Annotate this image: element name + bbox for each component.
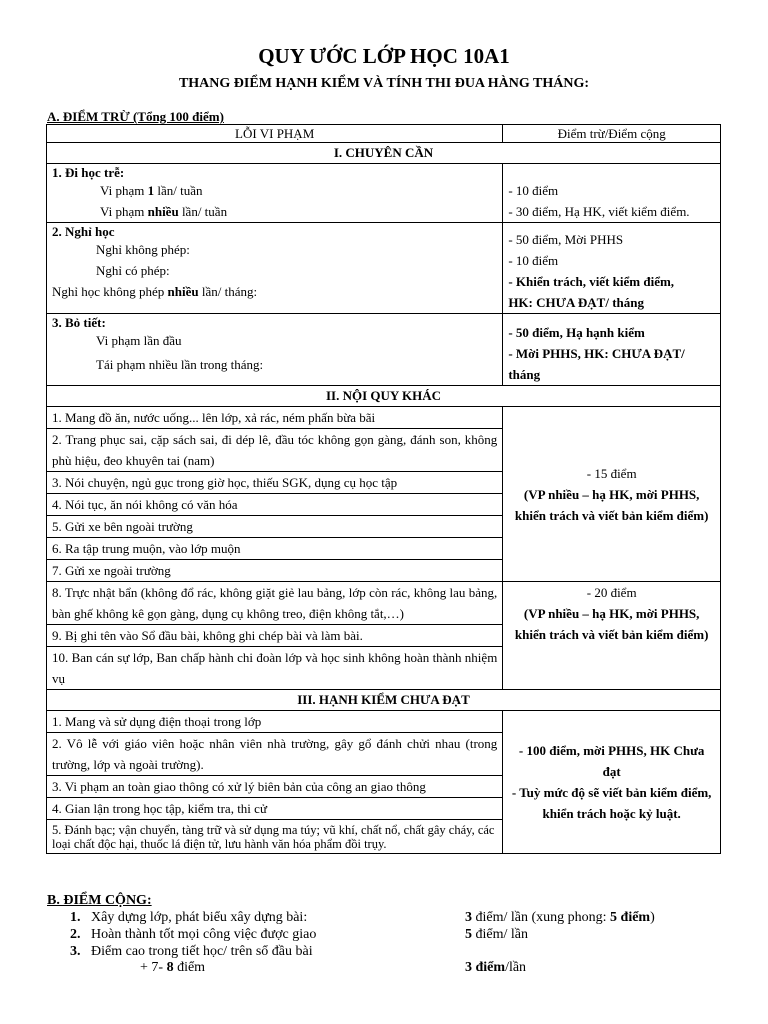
- table-row: [47, 711, 721, 733]
- penalty-cell: [503, 407, 721, 582]
- violation-cell: 5. Đánh bạc; vận chuyển, tàng trữ và sử dụng ma túy; vũ khí, chất nổ, chất gây cháy, các loại chất độc hại, thuốc lá điện tử, lưu hành văn hóa phẩm đồi trụy.: [47, 820, 503, 854]
- violation-cell: 5. Gửi xe bên ngoài trường: [47, 516, 503, 538]
- text: 1: [147, 183, 155, 198]
- section-row: [47, 386, 721, 407]
- points-line: - 50 điểm, Mời PHHS: [508, 232, 624, 247]
- section-title-other-rules: II. NỘI QUY KHÁC: [47, 386, 721, 407]
- penalty-text: (VP nhiều – hạ HK, mời PHHS, khiển trách và viết bản kiểm điểm): [514, 486, 709, 523]
- page-subtitle: THANG ĐIỂM HẠNH KIỂM VÀ TÍNH THI ĐUA HÀNG THÁNG:: [178, 76, 590, 91]
- item-number: 2.: [70, 927, 81, 942]
- violation-line: Nghỉ không phép:: [96, 242, 190, 257]
- table-row: [47, 314, 721, 386]
- points-cell: [503, 223, 721, 314]
- text: lần/ tuần: [154, 183, 203, 198]
- text: Nghỉ học không phép: [52, 284, 168, 299]
- points-line: - Mời PHHS, HK: CHƯA ĐẠT/: [508, 346, 685, 361]
- violation-cell: [47, 314, 503, 386]
- violation-line: [52, 180, 497, 201]
- violation-cell: 6. Ra tập trung muộn, vào lớp muộn: [47, 538, 503, 560]
- penalty-cell: [503, 711, 721, 854]
- text: 3: [465, 910, 472, 925]
- rules-table: [46, 124, 721, 854]
- bonus-text: Điểm cao trong tiết học/ trên sổ đầu bài: [91, 944, 313, 959]
- column-header-points: Điểm trừ/Điểm cộng: [503, 125, 721, 143]
- violation-cell: 3. Vi phạm an toàn giao thông có xử lý biên bản của công an giao thông: [47, 776, 503, 798]
- penalty-text: - 20 điểm: [586, 585, 637, 600]
- violation-cell: 9. Bị ghi tên vào Sổ đầu bài, không ghi chép bài và làm bài.: [47, 625, 503, 647]
- text: + 7-: [140, 960, 167, 975]
- text: nhiều: [147, 204, 179, 219]
- points-line: - 10 điểm: [508, 253, 559, 268]
- section-row: [47, 690, 721, 711]
- text: ): [650, 910, 655, 925]
- section-b-heading: B. ĐIỂM CỘNG:: [47, 893, 152, 908]
- violation-cell: [47, 223, 503, 314]
- bonus-subitem: [140, 960, 205, 976]
- bonus-item: [70, 944, 313, 960]
- section-row: [47, 143, 721, 164]
- violation-cell: 1. Mang đồ ăn, nước uống... lên lớp, xả rác, ném phấn bừa bãi: [47, 407, 503, 429]
- table-row: [47, 582, 721, 625]
- section-a-heading: A. ĐIỂM TRỪ (Tổng 100 điểm): [47, 109, 224, 124]
- page-title: QUY ƯỚC LỚP HỌC 10A1: [258, 44, 510, 68]
- points-line: - 10 điểm: [508, 183, 559, 198]
- text: lần/ tuần: [178, 204, 228, 219]
- bonus-value: [465, 960, 526, 976]
- violation-line: [52, 201, 497, 222]
- text: 5 điểm: [610, 910, 651, 925]
- column-header-violation: LỖI VI PHẠM: [47, 125, 503, 143]
- points-line: - 50 điểm, Hạ hạnh kiểm: [508, 325, 645, 340]
- points-line: tháng: [508, 367, 541, 382]
- points-line: - 30 điểm, Hạ HK, viết kiểm điểm.: [508, 204, 690, 219]
- section-title-attendance: I. CHUYÊN CẦN: [47, 143, 721, 164]
- text: điểm/ lần: [472, 927, 528, 942]
- text: Vi phạm: [100, 204, 148, 219]
- bonus-text: Hoàn thành tốt mọi công việc được giao: [91, 927, 317, 942]
- penalty-text: - 15 điểm: [586, 465, 637, 481]
- text: 5: [465, 927, 472, 942]
- item-number: 3.: [70, 944, 81, 959]
- points-cell: [503, 164, 721, 223]
- section-title-conduct: III. HẠNH KIỂM CHƯA ĐẠT: [47, 690, 721, 711]
- points-cell: [503, 314, 721, 386]
- bonus-item: [70, 927, 316, 943]
- text: 8: [166, 960, 174, 975]
- table-row: [47, 407, 721, 429]
- penalty-text: - 100 điểm, mời PHHS, HK Chưa đạt: [518, 743, 705, 779]
- text: nhiều: [167, 284, 199, 299]
- text: Vi phạm: [100, 183, 148, 198]
- row-heading: 1. Đi học trễ:: [52, 165, 125, 180]
- bonus-item: [70, 910, 307, 926]
- bonus-value: [465, 910, 655, 926]
- text: 3 điểm: [465, 960, 506, 975]
- violation-cell: 2. Vô lễ với giáo viên hoặc nhân viên nhà trường, gây gổ đánh chửi nhau (trong trường, lớp và ngoài trường).: [47, 733, 503, 776]
- violation-cell: 1. Mang và sử dụng điện thoại trong lớp: [47, 711, 503, 733]
- item-number: 1.: [70, 910, 81, 925]
- penalty-cell: [503, 582, 721, 690]
- violation-line: Nghỉ có phép:: [96, 263, 170, 278]
- violation-line: Tái phạm nhiều lần trong tháng:: [96, 357, 264, 372]
- row-heading: 3. Bỏ tiết:: [52, 315, 106, 330]
- text: điểm/ lần (xung phong:: [472, 910, 611, 925]
- violation-cell: 2. Trang phục sai, cặp sách sai, đi dép lê, đầu tóc không gọn gàng, đánh son, không phù hiệu, đeo khuyên tai (nam): [47, 429, 503, 472]
- violation-cell: 4. Nói tục, ăn nói không có văn hóa: [47, 494, 503, 516]
- table-header-row: [47, 125, 721, 143]
- text: /lần: [505, 960, 527, 975]
- penalty-text: (VP nhiều – hạ HK, mời PHHS, khiển trách và viết bản kiểm điểm): [514, 606, 709, 642]
- bonus-value: [465, 927, 528, 943]
- violation-cell: 7. Gửi xe ngoài trường: [47, 560, 503, 582]
- violation-cell: 4. Gian lận trong học tập, kiểm tra, thi cử: [47, 798, 503, 820]
- table-row: [47, 164, 721, 223]
- bonus-text: Xây dựng lớp, phát biểu xây dựng bài:: [91, 910, 308, 925]
- points-line: HK: CHƯA ĐẠT/ tháng: [508, 295, 644, 310]
- table-row: [47, 223, 721, 314]
- row-heading: 2. Nghỉ học: [52, 224, 115, 239]
- violation-cell: 8. Trực nhật bẩn (không đổ rác, không giặt giẻ lau bảng, lớp còn rác, không lau bảng, bàn ghế không kê gọn gàng, dụng cụ không treo, điện không tắt,…): [47, 582, 503, 625]
- violation-line: [52, 281, 497, 302]
- violation-cell: 10. Ban cán sự lớp, Ban chấp hành chi đoàn lớp và học sinh không hoàn thành nhiệm vụ: [47, 647, 503, 690]
- violation-cell: [47, 164, 503, 223]
- violation-line: Vi phạm lần đầu: [96, 333, 182, 348]
- penalty-text: - Tuỳ mức độ sẽ viết bản kiểm điểm, khiển trách hoặc kỷ luật.: [511, 785, 712, 821]
- text: lần/ tháng:: [198, 284, 258, 299]
- points-line: - Khiển trách, viết kiểm điểm,: [508, 274, 675, 289]
- text: điểm: [173, 960, 206, 975]
- violation-cell: 3. Nói chuyện, ngủ gục trong giờ học, thiếu SGK, dụng cụ học tập: [47, 472, 503, 494]
